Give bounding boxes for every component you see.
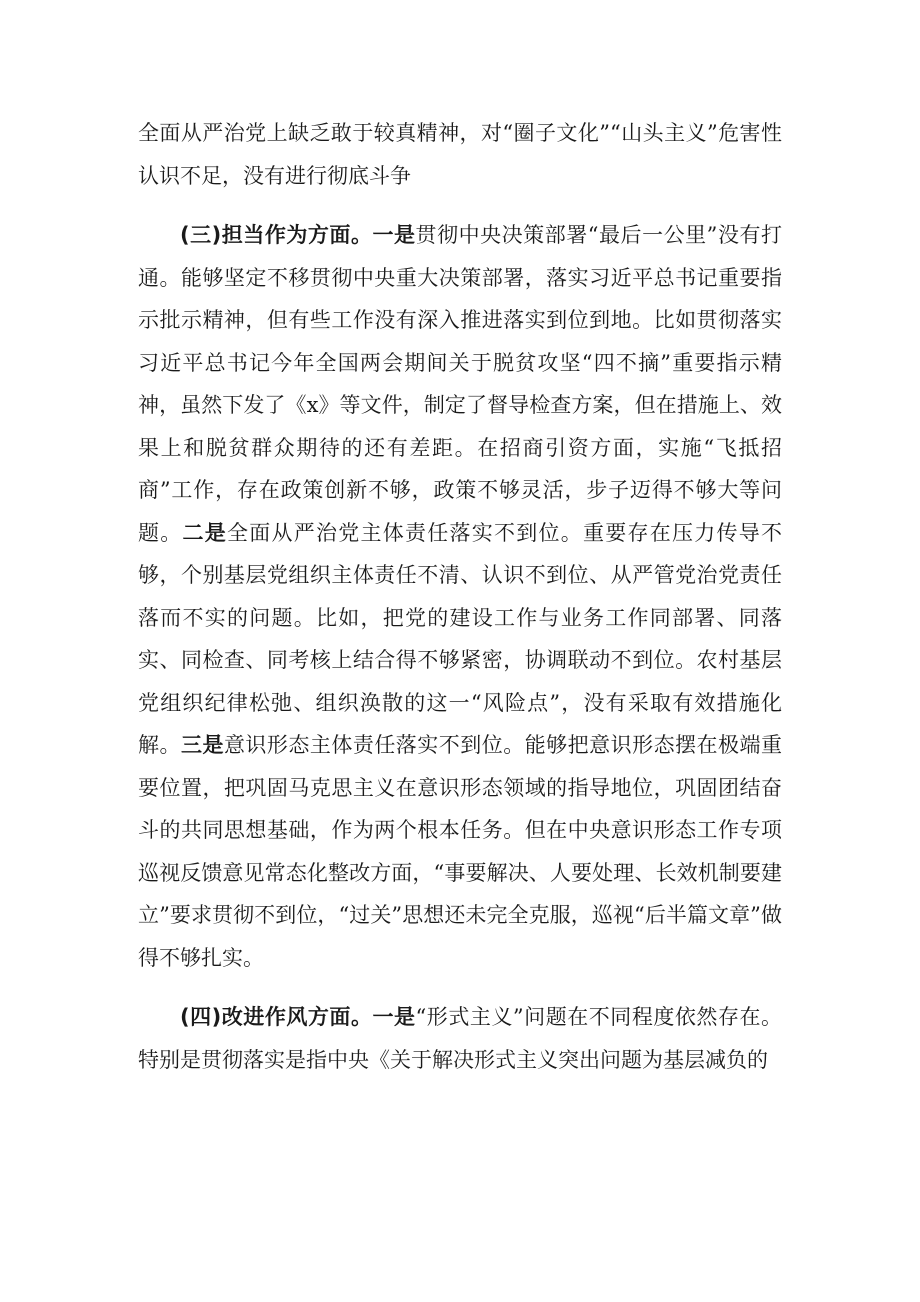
paragraph-section-three xyxy=(138,214,782,979)
paragraph-text: 意识形态主体责任落实不到位。能够把意识形态摆在极端重要位置，把巩固马克思主义在意识形态领域的指导地位，巩固团结奋斗的共同思想基础，作为两个根本任务。但在中央意识形态工作专项巡视反馈意见常态化整改方面，“事要解决、人要处理、长效机制要建立”要求贯彻不到位，“过关”思想还未完全克服，巡视“后半篇文章”做得不够扎实。 xyxy=(138,733,783,970)
point-marker: 三是 xyxy=(180,733,224,757)
paragraph-text: 全面从严治党上缺乏敢于较真精神，对“圈子文化”“山头主义”危害性认识不足，没有进行彻底斗争 xyxy=(138,121,782,188)
point-marker: 一是 xyxy=(372,223,416,247)
paragraph-text: 全面从严治党主体责任落实不到位。重要存在压力传导不够，个别基层党组织主体责任不清、认识不到位、从严管党治党责任落而不实的问题。比如，把党的建设工作与业务工作同部署、同落实、同检查、同考核上结合得不够紧密，协调联动不到位。农村基层党组织纪律松弛、组织涣散的这一“风险点”，没有采取有效措施化解。 xyxy=(138,520,782,757)
paragraph-continuation xyxy=(138,112,782,197)
paragraph-section-four xyxy=(138,996,782,1081)
section-heading: (四)改进作风方面。 xyxy=(180,1005,373,1029)
point-marker: 一是 xyxy=(372,1005,416,1029)
point-marker: 二是 xyxy=(182,520,227,545)
section-heading: (三)担当作为方面。 xyxy=(180,223,373,247)
paragraph-text: 贯彻中央决策部署“最后一公里”没有打通。能够坚定不移贯彻中央重大决策部署，落实习近平总书记重要指示批示精神，但有些工作没有深入推进落实到位到地。比如贯彻落实习近平总书记今年全国两会期间关于脱贫攻坚“四不摘”重要指示精神，虽然下发了《x》等文件，制定了督导检查方案，但在措施上、效果上和脱贫群众期待的还有差距。在招商引资方面，实施“飞抵招商”工作，存在政策创新不够，政策不够灵活，步子迈得不够大等问题。 xyxy=(138,223,782,545)
paragraph-text: “形式主义”问题在不同程度依然存在。特别是贯彻落实是指中央《关于解决形式主义突出问题为基层减负的 xyxy=(138,1005,782,1072)
